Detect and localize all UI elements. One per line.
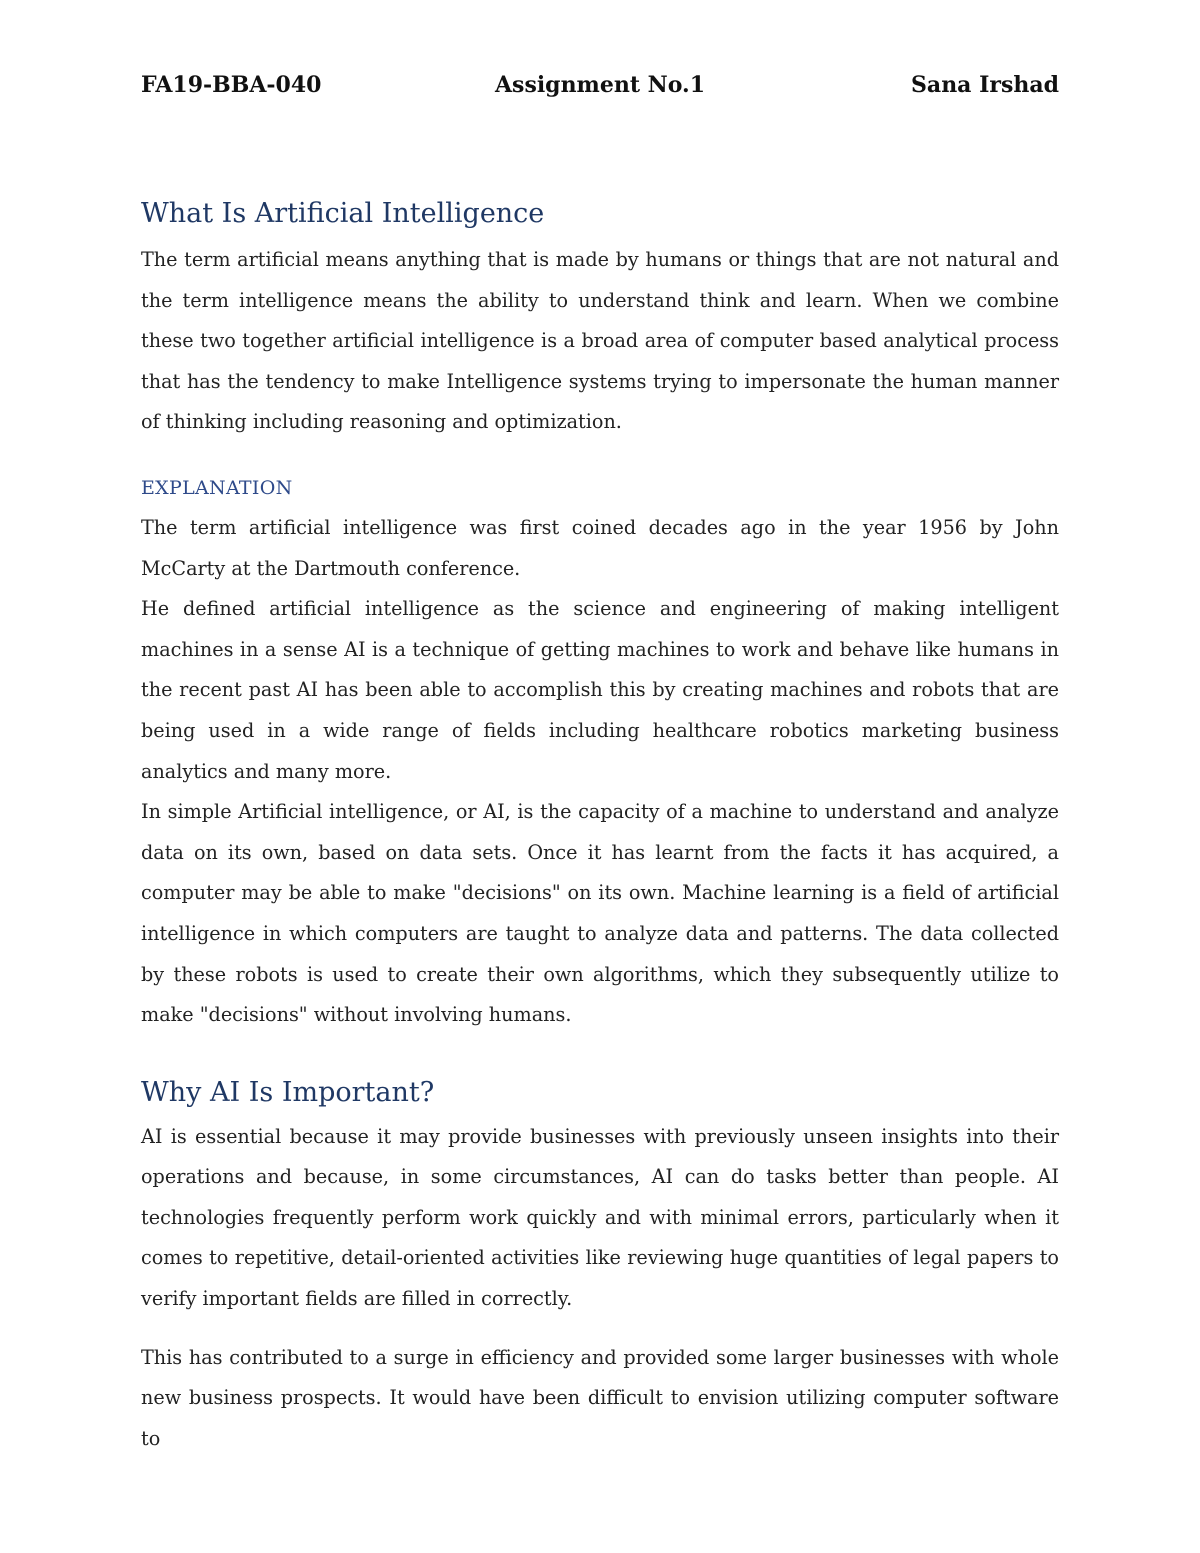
section-heading-why-ai-important: Why AI Is Important?	[141, 1076, 435, 1108]
paragraph-explanation-3: In simple Artificial intelligence, or AI, is the capacity of a machine to understand and analyze data on its own, based on data sets. Once it has learnt from the facts it has acquired, a computer may be able to make "decisions" on its own. Machine learning is a field of artificial intelligence in which computers are taught to analyze data and patterns. The data collected by these robots is used to create their own algorithms, which they subsequently utilize to make "decisions" without involving humans.	[141, 800, 1059, 1027]
header-author-name: Sana Irshad	[911, 72, 1059, 98]
section-subheading-explanation: EXPLANATION	[141, 476, 293, 499]
paragraph-explanation-2: He defined artificial intelligence as the science and engineering of making intelligent machines in a sense AI is a technique of getting machines to work and behave like humans in the recent past AI has been able to accomplish this by creating machines and robots that are being used in a wide range of fields including healthcare robotics marketing business analytics and many more.	[141, 597, 1059, 783]
header-student-id: FA19-BBA-040	[141, 72, 322, 98]
paragraph-definition: The term artificial means anything that is made by humans or things that are not natural and the term intelligence means the ability to understand think and learn. When we combine these two together artificial intelligence is a broad area of computer based analytical process that has the tendency to make Intelligence systems trying to impersonate the human manner of thinking including reasoning and optimization.	[141, 248, 1059, 434]
page-header	[141, 72, 1059, 106]
document-body	[141, 190, 1059, 1459]
paragraph-importance-2: This has contributed to a surge in efficiency and provided some larger businesses with whole new business prospects. It would have been difficult to envision utilizing computer software to	[141, 1345, 1059, 1450]
paragraph-explanation-1: The term artificial intelligence was first coined decades ago in the year 1956 by John McCarty at the Dartmouth conference.	[141, 515, 1059, 580]
header-assignment-title: Assignment No.1	[494, 72, 706, 98]
section-heading-what-is-ai: What Is Artificial Intelligence	[141, 198, 545, 229]
explanation-section	[141, 468, 1059, 1036]
importance-section	[141, 1069, 1059, 1460]
paragraph-importance-1: AI is essential because it may provide businesses with previously unseen insights into their operations and because, in some circumstances, AI can do tasks better than people. AI technologies frequently perform work quickly and with minimal errors, particularly when it comes to repetitive, detail-oriented activities like reviewing huge quantities of legal papers to verify important fields are filled in correctly.	[141, 1124, 1059, 1311]
